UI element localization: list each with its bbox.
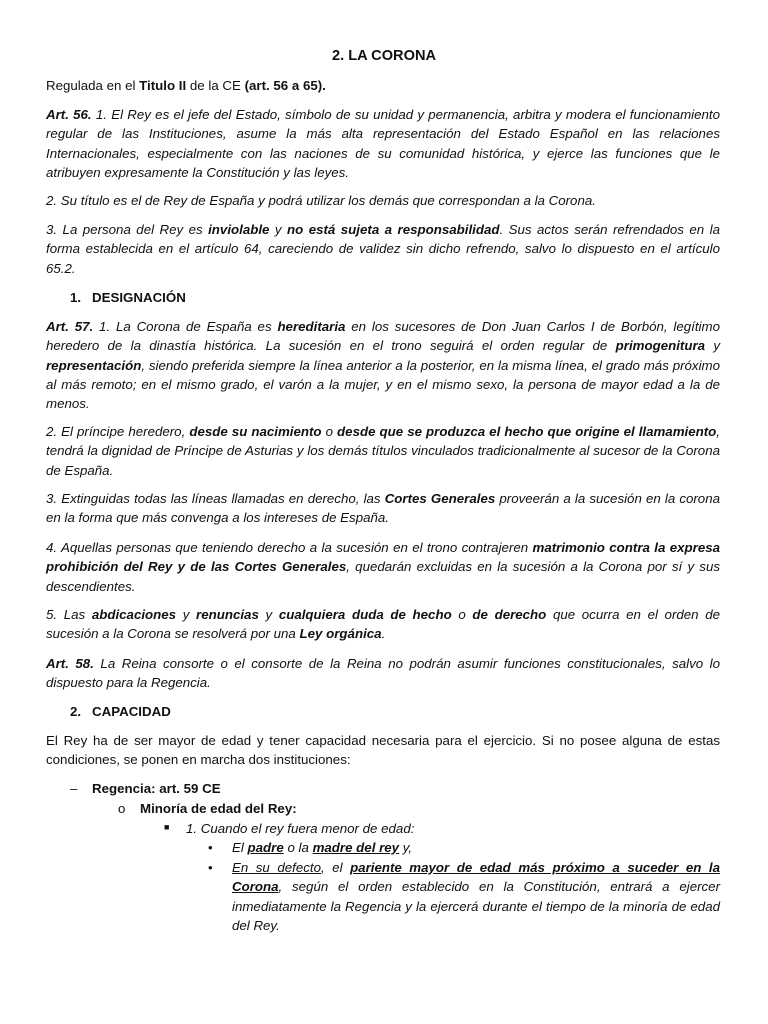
article-label: Art. 56.: [46, 107, 92, 122]
intro-bold-articles: (art. 56 a 65).: [244, 78, 326, 93]
art57-3-paragraph: [46, 489, 720, 528]
article-text: y: [269, 222, 288, 237]
list-text: , según el orden establecido en la Constitución, entrará a ejercer inmediatamente la Regencia y la ejercerá durante el tiempo de la minoría de edad del Rey.: [232, 879, 720, 933]
heading-label: CAPACIDAD: [92, 704, 171, 719]
article-text: y: [176, 607, 197, 622]
article-text: . Sus actos serán refrendados en la forma establecida en el artículo 64, careciendo de validez sin dicho refrendo, salvo lo dispuesto en el artículo 65.2.: [46, 222, 720, 276]
intro-bold-title: Titulo II: [139, 78, 187, 93]
heading-label: DESIGNACIÓN: [92, 290, 186, 305]
section-heading-designacion: [70, 288, 186, 307]
article-text: o: [451, 607, 473, 622]
bold-term: abdicaciones: [91, 607, 177, 622]
list-text: y,: [399, 840, 413, 855]
article-text: proveerán a la sucesión en la corona en la forma que más convenga a los intereses de España.: [46, 491, 720, 526]
bold-term: cualquiera duda de hecho: [278, 607, 452, 622]
square-bullet-icon: ■: [164, 822, 170, 832]
art58-paragraph: [46, 654, 720, 693]
dot-bullet-icon: •: [208, 840, 213, 855]
intro-paragraph: [46, 76, 720, 95]
article-label: Art. 58.: [46, 656, 94, 671]
article-label: Art. 57.: [46, 319, 94, 334]
article-text: 2. Su título es el de Rey de España y podrá utilizar los demás que correspondan a la Corona.: [46, 193, 596, 208]
article-text: y: [705, 338, 720, 354]
article-text: La Reina consorte o el consorte de la Reina no podrán asumir funciones constitucionales, salvo lo dispuesto para la Regencia.: [46, 656, 720, 691]
heading-number: 2.: [70, 704, 82, 719]
list-item-label: 1. Cuando el rey fuera menor de edad:: [186, 821, 415, 836]
underlined-term: padre: [247, 840, 284, 855]
underlined-term: madre del rey: [312, 840, 400, 855]
intro-text: Regulada en el: [46, 78, 140, 93]
bold-term: desde su nacimiento: [189, 424, 322, 439]
article-text: 3. La persona del Rey es: [46, 222, 209, 237]
underlined-term: En su defecto: [232, 860, 321, 875]
article-text: que ocurra en el orden de sucesión a la Corona se resolverá por una: [46, 607, 721, 642]
art57-5-paragraph: [46, 605, 720, 644]
article-text: 1. La Corona de España es: [93, 319, 278, 334]
list-item-text: [232, 838, 720, 857]
article-text: 1. El Rey es el jefe del Estado, símbolo de su unidad y permanencia, arbitra y modera el funcionamiento regular de las Instituciones, asume la más alta representación del Estado Español en las relaciones Internacionales, especialmente con las naciones de su comunidad histórica, y ejerce las funciones que le atribuyen expresamente la Constitución y las leyes.: [46, 107, 720, 180]
list-text: o la: [283, 840, 313, 855]
body-text: El Rey ha de ser mayor de edad y tener capacidad necesaria para el ejercicio. Si no posee alguna de estas condiciones, se ponen en marcha dos instituciones:: [46, 733, 720, 768]
bold-term: primogenitura: [615, 338, 706, 354]
bold-term: representación: [46, 357, 142, 373]
bold-term: Ley orgánica: [299, 626, 382, 642]
art57-4-paragraph: [46, 538, 720, 596]
bold-term: de derecho: [472, 607, 547, 622]
article-text: , tendrá la dignidad de Príncipe de Asturias y los demás títulos vinculados tradicionalmente al sucesor de la Corona de España.: [46, 424, 720, 478]
bold-term: hereditaria: [277, 319, 346, 334]
article-text: 5. Las: [46, 607, 92, 622]
list-text: , el: [320, 860, 351, 875]
list-text: El: [232, 840, 248, 855]
bold-term: inviolable: [208, 222, 270, 237]
list-item-label: Minoría de edad del Rey:: [140, 801, 297, 816]
article-text: 4. Aquellas personas que teniendo derecho a la sucesión en el trono contrajeren: [46, 540, 533, 555]
section-heading-capacidad: [70, 702, 171, 721]
bold-term: matrimonio contra la expresa prohibición del Rey y de las Cortes Generales: [46, 540, 721, 575]
art57-2-paragraph: [46, 422, 720, 480]
page-title: 2. LA CORONA: [331, 48, 437, 64]
art56-2-paragraph: [46, 191, 720, 210]
circle-bullet-icon: o: [118, 801, 126, 816]
dash-bullet-icon: –: [70, 781, 78, 796]
article-text: o: [321, 424, 338, 439]
bold-term: no está sujeta a responsabilidad: [287, 222, 500, 237]
article-text: 3. Extinguidas todas las líneas llamadas en derecho, las: [46, 491, 385, 506]
bold-term: desde que se produzca el hecho que origine el llamamiento: [337, 424, 717, 439]
intro-text: de la CE: [186, 78, 245, 93]
underlined-term: pariente mayor de edad más próximo a suceder en la Corona: [232, 860, 720, 895]
list-item-label: Regencia: art. 59 CE: [92, 781, 221, 796]
article-text: en los sucesores de Don Juan Carlos I de Borbón, legítimo heredero de la dinastía histórica. La sucesión en el trono seguirá el orden regular de: [46, 319, 720, 354]
article-text: 2. El príncipe heredero,: [46, 424, 190, 439]
article-text: y: [258, 607, 279, 622]
dot-bullet-icon: •: [208, 860, 213, 875]
art56-paragraph: [46, 105, 720, 182]
article-text: .: [381, 626, 386, 642]
article-text: , quedarán excluidas en la sucesión a la Corona por sí y sus descendientes.: [46, 559, 720, 594]
heading-number: 1.: [70, 290, 82, 305]
list-item-text: [232, 858, 720, 935]
capacity-paragraph: [46, 731, 720, 770]
bold-term: Cortes Generales: [384, 491, 496, 506]
bold-term: renuncias: [196, 607, 259, 622]
art57-paragraph: [46, 317, 720, 413]
article-text: , siendo preferida siempre la línea anterior a la posterior, en la misma línea, el grado más próximo al más remoto; en el mismo grado, el varón a la mujer, y en el mismo sexo, la persona de mayor edad a la de menos.: [46, 357, 720, 412]
art56-3-paragraph: [46, 220, 720, 278]
